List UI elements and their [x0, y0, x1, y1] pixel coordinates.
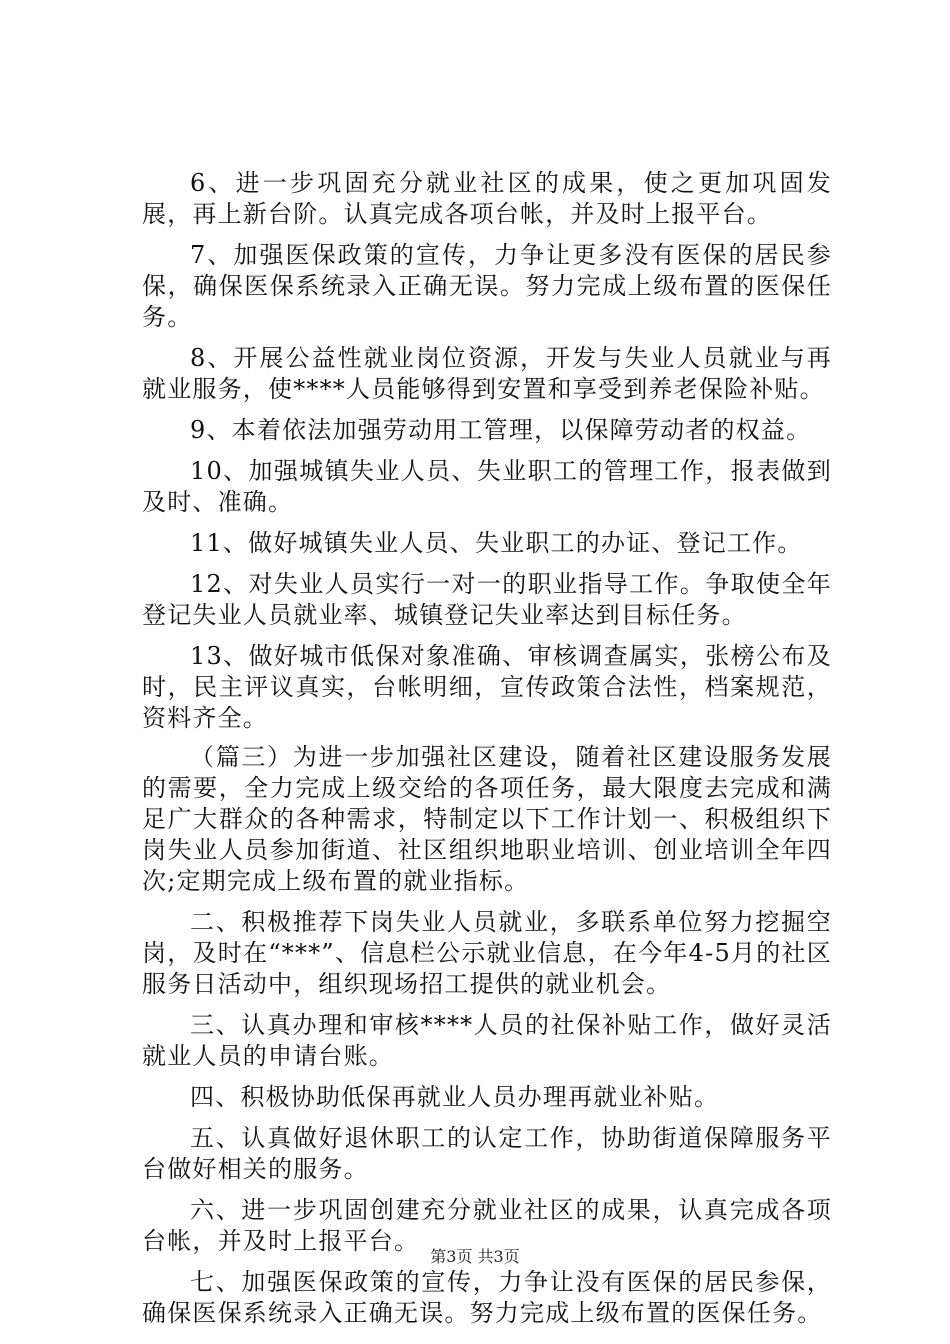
paragraph-item-san: 三、认真办理和审核****人员的社保补贴工作，做好灵活就业人员的申请台账。	[142, 1011, 832, 1070]
paragraph-item-9: 9、本着依法加强劳动用工管理，以保障劳动者的权益。	[190, 416, 812, 444]
paragraph-item-10: 10、加强城镇失业人员、失业职工的管理工作，报表做到及时、准确。	[142, 457, 832, 516]
document-body	[142, 168, 832, 1339]
paragraph-item-si: 四、积极协助低保再就业人员办理再就业补贴。	[190, 1083, 720, 1111]
paragraph-item-liu: 六、进一步巩固创建充分就业社区的成果，认真完成各项台帐，并及时上报平台。	[142, 1196, 832, 1255]
paragraph-item-wu: 五、认真做好退休职工的认定工作，协助街道保障服务平台做好相关的服务。	[142, 1124, 832, 1183]
paragraph-item-12: 12、对失业人员实行一对一的职业指导工作。争取使全年登记失业人员就业率、城镇登记失业率达到目标任务。	[142, 570, 832, 629]
paragraph-item-6: 6、进一步巩固充分就业社区的成果，使之更加巩固发展，再上新台阶。认真完成各项台帐，并及时上报平台。	[142, 169, 832, 228]
paragraph-item-qi: 七、加强医保政策的宣传，力争让没有医保的居民参保，确保医保系统录入正确无误。努力完成上级布置的医保任务。	[142, 1268, 832, 1327]
paragraph-section-3-intro: （篇三）为进一步加强社区建设，随着社区建设服务发展的需要，全力完成上级交给的各项任务，最大限度去完成和满足广大群众的各种需求，特制定以下工作计划一、积极组织下岗失业人员参加街道、社区组织地职业培训、创业培训全年四次;定期完成上级布置的就业指标。	[142, 743, 832, 895]
paragraph-item-8: 8、开展公益性就业岗位资源，开发与失业人员就业与再就业服务，使****人员能够得到安置和享受到养老保险补贴。	[142, 344, 832, 403]
paragraph-item-11: 11、做好城镇失业人员、失业职工的办证、登记工作。	[190, 529, 803, 557]
paragraph-item-er: 二、积极推荐下岗失业人员就业，多联系单位努力挖掘空岗，及时在“***”、信息栏公示就业信息，在今年4-5月的社区服务日活动中，组织现场招工提供的就业机会。	[142, 908, 832, 998]
page-number-footer: 第3页 共3页	[430, 1247, 520, 1266]
paragraph-item-13: 13、做好城市低保对象准确、审核调查属实，张榜公布及时，民主评议真实，台帐明细，宣传政策合法性，档案规范，资料齐全。	[142, 642, 832, 732]
paragraph-item-7: 7、加强医保政策的宣传，力争让更多没有医保的居民参保，确保医保系统录入正确无误。努力完成上级布置的医保任务。	[142, 241, 832, 331]
